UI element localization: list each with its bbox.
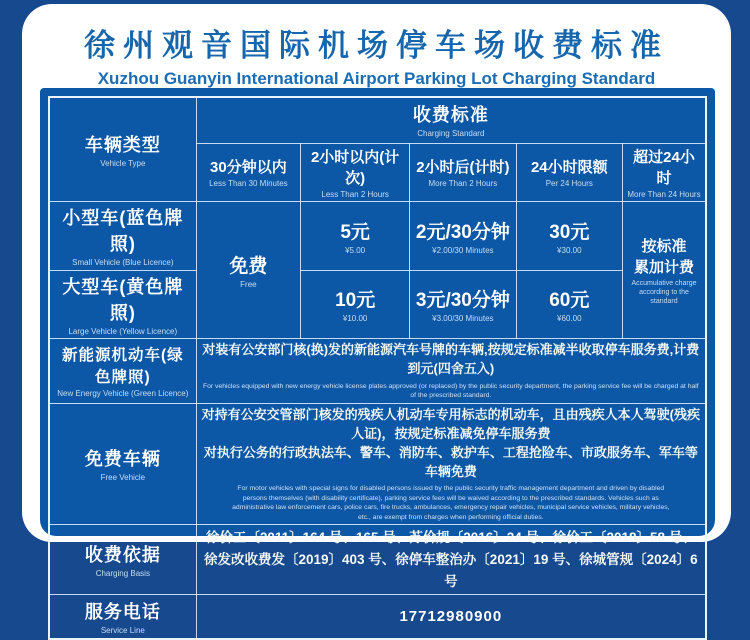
large-vehicle-label-cell — [49, 270, 196, 339]
small-within2h-zh: 5元 — [340, 221, 370, 243]
col-after2h-en: More Than 2 Hours — [428, 179, 498, 188]
charging-basis-en: Charging Basis — [95, 569, 150, 579]
service-phone-number: 17712980900 — [399, 607, 503, 625]
small-vehicle-en: Small Vehicle (Blue Licence) — [72, 258, 174, 268]
free-cell-en: Free — [240, 279, 257, 289]
fee-board — [40, 88, 715, 635]
header-vehicle-type — [49, 97, 196, 202]
new-energy-label-cell — [49, 339, 196, 404]
large-cap24h-cell — [516, 270, 622, 339]
free-vehicle-desc-zh-2: 对执行公务的行政执法车、警车、消防车、救护车、工程抢险车、市政服务车、军车等车辆免费 — [203, 444, 698, 479]
free-vehicle-desc-en: For motor vehicles with special signs for disabled persons issued by the public security traffic management department and driven by disabled persons themselves (with disability certificate), parking service fees will be waived according to the prescribed standards. Vehicles such as administrative law enforcement cars, police cars, fire trucks, ambulances, emergency repair vehicles, municipal service vehicles, military vehicles, etc., are exempt from charges when performing official duties. — [232, 485, 670, 521]
small-within2h-en: ¥5.00 — [345, 245, 366, 255]
column-header-30min — [196, 143, 300, 202]
large-vehicle-zh: 大型车(黄色牌照) — [62, 276, 184, 323]
large-cap24h-zh: 60元 — [549, 290, 590, 312]
service-line-label-cell — [49, 595, 196, 639]
small-after2h-cell — [410, 202, 516, 271]
col-within2h-en: Less Than 2 Hours — [321, 189, 389, 199]
table-row-free-vehicle — [49, 404, 706, 525]
free-cell — [196, 202, 300, 339]
table-row-new-energy — [49, 339, 706, 404]
over24-en: Accumulative charge according to the standard — [631, 279, 697, 305]
over24-accumulative-cell — [623, 202, 707, 339]
col-within2h-zh: 2小时以内(计次) — [310, 148, 400, 187]
large-cap24h-en: ¥60.00 — [557, 314, 582, 324]
free-vehicle-zh: 免费车辆 — [84, 449, 161, 470]
col-over24h-en: More Than 24 Hours — [627, 189, 701, 199]
service-phone-cell — [196, 595, 706, 639]
vehicle-type-label-zh: 车辆类型 — [84, 134, 161, 155]
col-over24h-zh: 超过24小时 — [633, 148, 695, 187]
column-header-within-2h — [301, 143, 410, 202]
charging-standard-label-en: Charging Standard — [417, 129, 485, 139]
small-cap24h-en: ¥30.00 — [557, 245, 582, 255]
charging-basis-line2: 徐发改收费发〔2019〕403 号、徐停车整治办〔2021〕19 号、徐城管规〔2024〕6号 — [204, 552, 698, 589]
free-vehicle-desc-cell — [196, 404, 706, 525]
over24-zh-line1: 按标准 — [641, 237, 687, 255]
large-within2h-cell — [301, 270, 410, 339]
large-within2h-en: ¥10.00 — [342, 314, 368, 324]
small-after2h-en: ¥2.00/30 Minutes — [432, 245, 494, 255]
column-header-after-2h — [410, 143, 516, 202]
small-vehicle-label-cell — [49, 202, 196, 271]
charging-basis-zh: 收费依据 — [84, 545, 161, 566]
large-within2h-zh: 10元 — [335, 290, 376, 312]
col-30min-en: Less Than 30 Minutes — [209, 179, 288, 188]
vehicle-type-label-en: Vehicle Type — [100, 158, 146, 168]
over24-zh-line2: 累加计费 — [633, 258, 694, 276]
col-30min-zh: 30分钟以内 — [210, 159, 287, 176]
col-after2h-zh: 2小时后(计时) — [416, 159, 510, 176]
free-vehicle-desc-zh-1: 对持有公安交管部门核发的残疾人机动车专用标志的机动车，且由残疾人本人驾驶(残疾人证)，按规定标准减免停车服务费 — [201, 407, 700, 441]
free-vehicle-en: Free Vehicle — [100, 473, 146, 483]
table-row-charging-basis — [49, 525, 706, 595]
large-vehicle-en: Large Vehicle (Yellow Licence) — [68, 326, 178, 336]
table-row-small-vehicle — [49, 202, 706, 271]
table-row — [49, 97, 706, 143]
free-vehicle-label-cell — [49, 404, 196, 525]
small-vehicle-zh: 小型车(蓝色牌照) — [62, 208, 184, 255]
col-24hcap-en: Per 24 Hours — [545, 179, 593, 188]
charging-basis-docs-cell — [196, 525, 706, 595]
new-energy-zh: 新能源机动车(绿色牌照) — [61, 347, 184, 387]
column-header-24h-cap — [516, 143, 622, 202]
charging-basis-line1: 徐价工〔2011〕164 号、165 号、苏价规〔2016〕24 号、徐价工〔2018〕58 号、 — [205, 530, 696, 546]
page-title: 徐州观音国际机场停车场收费标准 — [84, 28, 669, 63]
new-energy-desc-zh: 对装有公安部门核(换)发的新能源汽车号牌的车辆,按规定标准减半收取停车服务费,计费到元(四舍五入) — [202, 342, 700, 377]
charging-standard-label-zh: 收费标准 — [412, 105, 489, 126]
small-cap24h-zh: 30元 — [549, 221, 590, 243]
charging-basis-label-cell — [49, 525, 196, 595]
page-subtitle: Xuzhou Guanyin International Airport Parking Lot Charging Standard — [97, 69, 656, 88]
large-after2h-zh: 3元/30分钟 — [415, 290, 510, 312]
new-energy-en: New Energy Vehicle (Green Licence) — [57, 389, 189, 399]
sign-panel — [22, 4, 731, 635]
fee-table — [48, 96, 707, 640]
col-24hcap-zh: 24小时限额 — [530, 159, 608, 176]
new-energy-desc-en: For vehicles equipped with new energy vehicle license plates approved (or replaced) by the public security department, the parking service fee will be charged at half of the prescribed standard. — [202, 382, 699, 400]
service-line-zh: 服务电话 — [84, 601, 161, 622]
large-after2h-en: ¥3.00/30 Minutes — [432, 314, 494, 324]
table-row-large-vehicle — [49, 270, 706, 339]
small-within2h-cell — [301, 202, 410, 271]
service-line-en: Service Line — [100, 625, 145, 635]
free-cell-zh: 免费 — [229, 255, 268, 277]
header-charging-standard — [196, 97, 706, 143]
small-cap24h-cell — [516, 202, 622, 271]
column-header-over-24h — [623, 143, 707, 202]
new-energy-desc-cell — [196, 339, 706, 404]
large-after2h-cell — [410, 270, 516, 339]
small-after2h-zh: 2元/30分钟 — [415, 221, 510, 243]
table-row-service-line — [49, 595, 706, 639]
